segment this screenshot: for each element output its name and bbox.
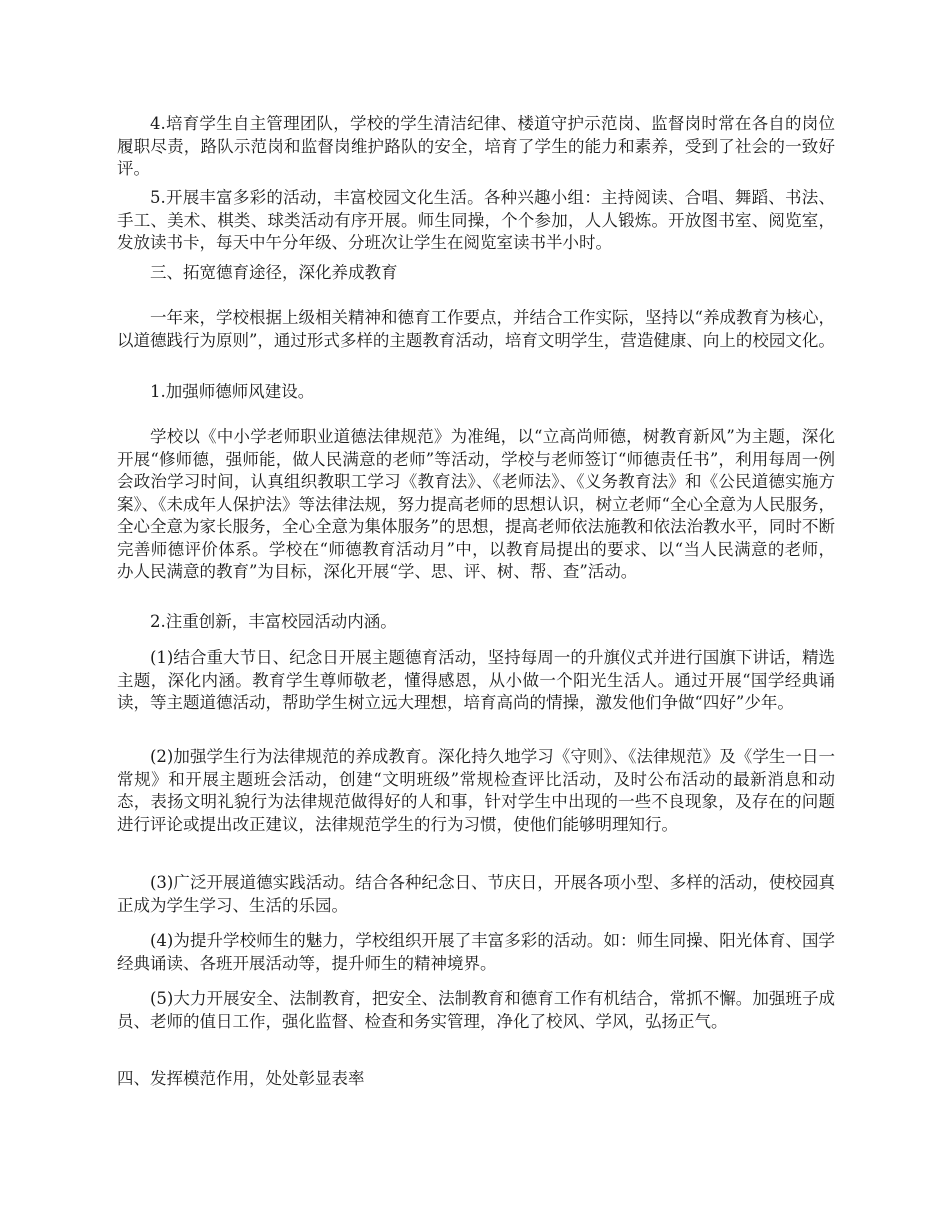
paragraph-activities: 5.开展丰富多彩的活动，丰富校园文化生活。各种兴趣小组：主持阅读、合唱、舞蹈、书法、手工、美术、棋类、球类活动有序开展。师生同操，个个参加，人人锻炼。开放图书室、阅览室，发放读书卡，每天中午分年级、分班次让学生在阅览室读书半小时。 bbox=[117, 188, 835, 252]
paragraph-intro: 一年来，学校根据上级相关精神和德育工作要点，并结合工作实际，坚持以“养成教育为核心，以道德践行为原则”，通过形式多样的主题教育活动，培育文明学生，营造健康、向上的校园文化。 bbox=[117, 308, 835, 350]
subheading-innovation: 2.注重创新，丰富校园活动内涵。 bbox=[150, 612, 397, 631]
paragraph-self-management: 4.培育学生自主管理团队，学校的学生清洁纪律、楼道守护示范岗、监督岗时常在各自的岗位履职尽责，路队示范岗和监督岗维护路队的安全，培育了学生的能力和素养，受到了社会的一致好评。 bbox=[117, 114, 835, 178]
section-heading-4: 四、发挥模范作用，处处彰显表率 bbox=[117, 1069, 365, 1088]
paragraph-item-4: (4)为提升学校师生的魅力，学校组织开展了丰富多彩的活动。如：师生同操、阳光体育、国学经典诵读、各班开展活动等，提升师生的精神境界。 bbox=[117, 931, 835, 973]
paragraph-item-5: (5)大力开展安全、法制教育，把安全、法制教育和德育工作有机结合，常抓不懈。加强班子成员、老师的值日工作，强化监督、检查和务实管理，净化了校风、学风，弘扬正气。 bbox=[117, 989, 835, 1031]
paragraph-item-1: (1)结合重大节日、纪念日开展主题德育活动，坚持每周一的升旗仪式并进行国旗下讲话，精选主题，深化内涵。教育学生尊师敬老，懂得感恩，从小做一个阳光生活人。通过开展“国学经典诵读，等主题道德活动，帮助学生树立远大理想，培育高尚的情操，激发他们争做“四好”少年。 bbox=[117, 648, 835, 712]
paragraph-item-2: (2)加强学生行为法律规范的养成教育。深化持久地学习《守则》、《法律规范》及《学生一日一常规》和开展主题班会活动，创建“文明班级”常规检查评比活动，及时公布活动的最新消息和动态，表扬文明礼貌行为法律规范做得好的人和事，针对学生中出现的一些不良现象，及存在的问题进行评论或提出改正建议，法律规范学生的行为习惯，使他们能够明理知行。 bbox=[117, 747, 835, 834]
paragraph-item-3: (3)广泛开展道德实践活动。结合各种纪念日、节庆日，开展各项小型、多样的活动，使校园真正成为学生学习、生活的乐园。 bbox=[117, 873, 835, 915]
paragraph-teacher-ethics: 学校以《中小学老师职业道德法律规范》为准绳，以“立高尚师德，树教育新风”为主题，深化开展“修师德，强师能，做人民满意的老师”等活动，学校与老师签订“师德责任书”，利用每周一例会政治学习时间，认真组织教职工学习《教育法》、《老师法》、《义务教育法》和《公民道德实施方案》、《未成年人保护法》等法律法规，努力提高老师的思想认识，树立老师“全心全意为人民服务，全心全意为家长服务，全心全意为集体服务”的思想，提高老师依法施教和依法治教水平，同时不断完善师德评价体系。学校在“师德教育活动月”中，以教育局提出的要求、以“当人民满意的老师，办人民满意的教育”为目标，深化开展“学、思、评、树、帮、查”活动。 bbox=[117, 427, 835, 581]
subheading-teacher-ethics: 1.加强师德师风建设。 bbox=[150, 382, 315, 401]
section-heading-3: 三、拓宽德育途径，深化养成教育 bbox=[150, 263, 398, 282]
